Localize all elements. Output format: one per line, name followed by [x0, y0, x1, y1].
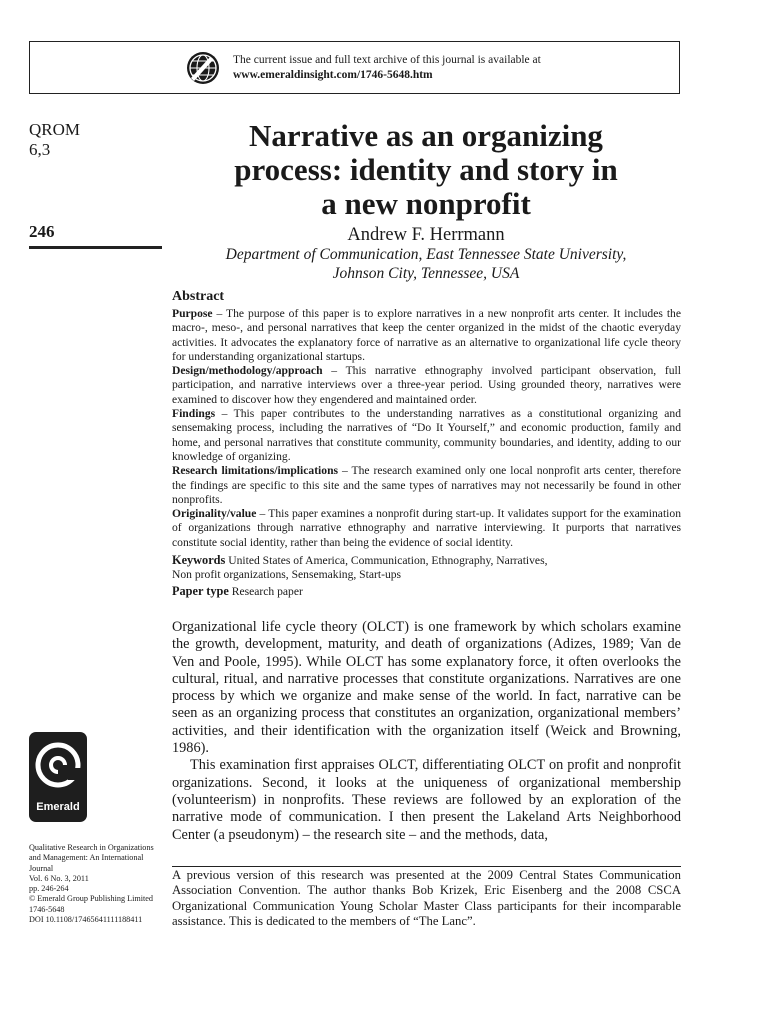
emerald-logo-icon: [29, 732, 87, 802]
abstract-design: [172, 364, 681, 407]
journal-code: [29, 120, 80, 160]
citation-line: © Emerald Group Publishing Limited: [29, 894, 154, 904]
journal-citation: [29, 843, 167, 925]
paper-type-label: Paper type: [172, 584, 229, 598]
author-affiliation: [172, 245, 680, 283]
abstract-limitations: [172, 464, 681, 507]
author-name: Andrew F. Herrmann: [347, 225, 505, 245]
limitations-label: Research limitations/implications: [172, 464, 339, 478]
header-line-1: The current issue and full text archive of this journal is available at: [233, 54, 541, 66]
originality-text: – This paper examines a nonprofit during start-up. It validates support for the examination of organizations through narrative ethnography and narrative interviewing. It purports that narratives constitute social identity, rather than being the evidence of social identity.: [172, 507, 681, 549]
citation-doi: DOI 10.1108/17465641111188411: [29, 915, 143, 925]
citation-line: pp. 246-264: [29, 884, 69, 894]
article-body: [172, 619, 681, 844]
header-url-link[interactable]: www.emeraldinsight.com/1746-5648.htm: [233, 69, 433, 81]
globe-icon: [186, 51, 220, 85]
abstract-originality: [172, 507, 681, 550]
limitations-text: – The research examined only one local nonprofit arts center, therefore the findings are specific to this site and the same types of narratives may not necessarily be found in other nonprofits.: [172, 464, 681, 506]
abstract-purpose: [172, 307, 681, 364]
article-title: [172, 119, 680, 221]
originality-label: Originality/value: [172, 507, 257, 521]
body-paragraph: This examination first appraises OLCT, differentiating OLCT on profit and nonprofit organizations. Second, it looks at the uniqueness of organizational membership (volunteerism) in nonprofits. These reviews are followed by an exploration of the narrative mode of communication. I then present the Lakeland Arts Neighborhood Center (a pseudonym) – the research site – and the methods, data,: [172, 757, 681, 843]
findings-text: – This paper contributes to the understanding narratives as a constitutional organizing and sensemaking process, including the narratives of “Do It Yourself,” and economic production, family and home, and personal narratives that constitute community, community boundaries, and identity, adding to our knowledge of organizing.: [172, 407, 681, 463]
paper-type: [172, 584, 303, 599]
findings-label: Findings: [172, 407, 216, 421]
title-line: a new nonprofit: [321, 186, 531, 221]
design-text: – This narrative ethnography involved participant observation, full participation, and narrative interviews over a three-year period. Using grounded theory, narratives were examined to discover how they engendered and maintained order.: [172, 364, 681, 406]
paper-type-value: Research paper: [231, 585, 303, 598]
footnote: A previous version of this research was presented at the 2009 Central States Communication Association Convention. The author thanks Bob Krizek, Eric Eisenberg and the 2008 CSCA Organizational Communication Young Scholar Master Class participants for their incomparable assistance. This is dedicated to the members of “The Lanc”.: [172, 868, 681, 929]
page-number: 246: [29, 222, 55, 241]
journal-code-volume: 6,3: [29, 140, 51, 159]
emerald-logo-word: Emerald: [36, 801, 80, 813]
affiliation-line: Department of Communication, East Tennessee State University,: [225, 246, 627, 263]
keywords: [172, 553, 681, 583]
abstract-heading: Abstract: [172, 289, 225, 304]
title-line: Narrative as an organizing: [249, 118, 603, 153]
design-label: Design/methodology/approach: [172, 364, 323, 378]
affiliation-line: Johnson City, Tennessee, USA: [332, 265, 520, 282]
citation-line: Journal: [29, 863, 54, 873]
header-text: [233, 53, 653, 83]
page-number-rule: [29, 246, 162, 249]
citation-line: Qualitative Research in Organizations: [29, 843, 154, 852]
keywords-line-1: United States of America, Communication, Ethnography, Narratives,: [228, 554, 548, 567]
purpose-label: Purpose: [172, 307, 213, 320]
purpose-text: – The purpose of this paper is to explore narratives in a new nonprofit arts center. It includes the macro-, meso-, and personal narratives that keep the center organized in the midst of the chaotic everyday activities. It advocates the explanatory force of narrative as an alternative to organizational life cycle theory for understanding organizational startups.: [172, 307, 681, 363]
body-paragraph: Organizational life cycle theory (OLCT) is one framework by which scholars examine the growth, development, maturity, and death of organizations (Adizes, 1989; Van de Ven and Poole, 1995). While OLCT has some explanatory force, it often overlooks the cultural, ritual, and narrative processes that constitute organizations. Narratives are one process by which we organize and make sense of the world. In fact, narrative can be seen as an organizing process that constitutes an organization, organizational members’ activities, and their identification with the organization itself (Weick and Browning, 1986).: [172, 619, 681, 757]
journal-code-name: QROM: [29, 120, 81, 139]
keywords-label: Keywords: [172, 553, 226, 567]
title-line: process: identity and story in: [234, 152, 618, 187]
citation-line: and Management: An International: [29, 853, 144, 863]
abstract-findings: [172, 407, 681, 464]
abstract-body: [172, 307, 681, 550]
citation-line: Vol. 6 No. 3, 2011: [29, 873, 89, 883]
footnote-rule: [172, 866, 681, 867]
keywords-line-2: Non profit organizations, Sensemaking, Start-ups: [172, 568, 402, 582]
citation-line: 1746-5648: [29, 904, 65, 914]
